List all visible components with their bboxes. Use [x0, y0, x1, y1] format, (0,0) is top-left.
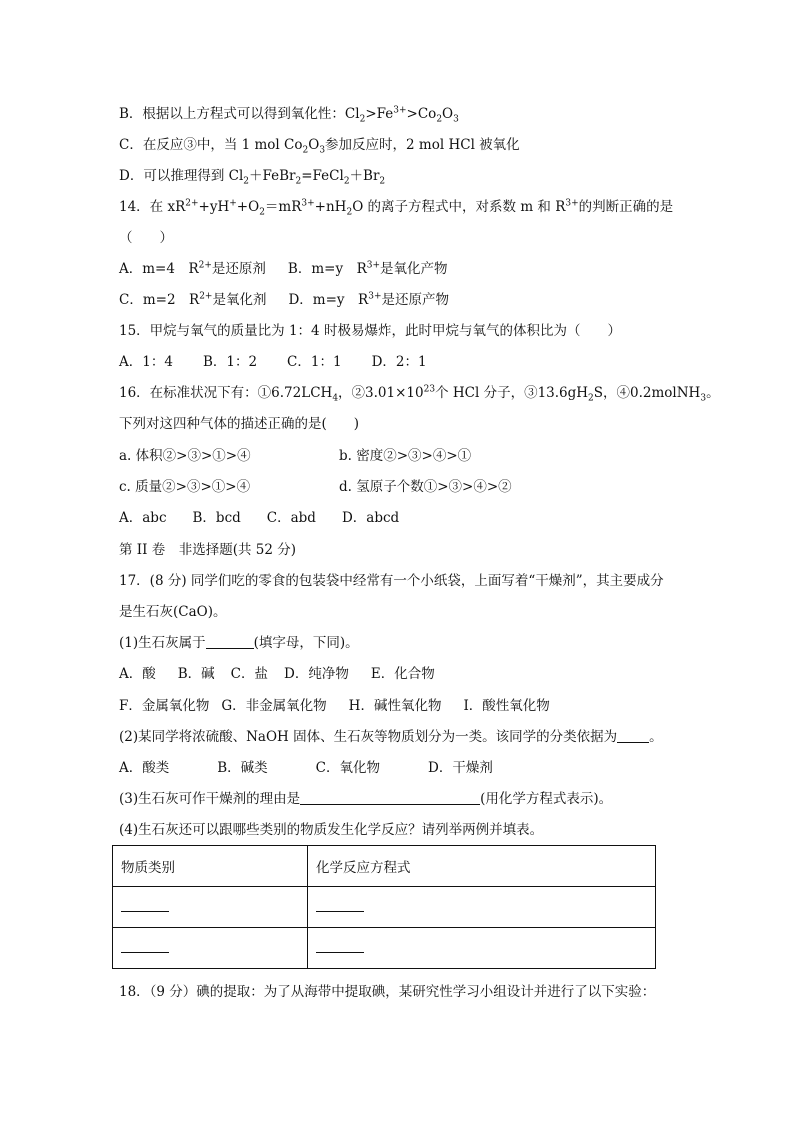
- q17-stem-line2: 是生石灰(CaO)。: [119, 604, 227, 620]
- q17-sub1-options-row2: F．金属氧化物 G．非金属氧化物 H．碱性氧化物 I．酸性氧化物: [119, 698, 550, 714]
- q16-stem-line2: 下列对这四种气体的描述正确的是( ): [119, 416, 360, 432]
- q17-answer-table: [112, 845, 656, 969]
- q17-sub3: (3)生石灰可作干燥剂的理由是 (用化学方程式表示)。: [119, 791, 613, 807]
- q14-options-ab: A．m=4 $R^{2+}$是还原剂 B．m=y $R^{3+}$是氧化产物: [119, 260, 448, 277]
- q15-options: A．1：4 B．1：2 C．1：1 D．2：1: [119, 354, 427, 370]
- answer-blank[interactable]: [617, 728, 649, 743]
- q17-sub2: (2)某同学将浓硫酸、NaOH 固体、生石灰等物质划分为一类。该同学的分类依据为 。: [119, 729, 663, 745]
- q17-stem: 17．(8 分) 同学们吃的零食的包装袋中经常有一个小纸袋，上面写着“干燥剂”，其主要成分: [119, 573, 664, 589]
- q13-option-c: C．在反应③中，当 1 mol $Co_2O_3$参加反应时，2 mol HCl 被氧化: [119, 137, 520, 156]
- table-header-row: [113, 846, 656, 887]
- answer-blank[interactable]: [206, 634, 254, 649]
- q16-statement-b: b. 密度②>③>④>①: [339, 448, 472, 464]
- q17-sub1-options-row1: A．酸 B．碱 C．盐 D．纯净物 E．化合物: [119, 666, 435, 682]
- q14-options-cd: C．m=2 $R^{2+}$是氧化剂 D．m=y $R^{3+}$是还原产物: [119, 291, 449, 308]
- q16-stem: 16．在标准状况下有：$①6.72LCH_4$，$②3.01\times 10^{23}$个 HCl 分子，$③13.6gH_2S$，④0.2molNH$_3$。: [119, 384, 720, 404]
- q16-statement-a: a. 体积②>③>①>④: [119, 448, 251, 464]
- q13-option-b: B．根据以上方程式可以得到氧化性：$Cl_2>Fe^{3+}>Co_2O_3$: [119, 105, 459, 125]
- q13-option-d: D．可以推理得到 $Cl_2+FeBr_2=FeCl_2+Br_2$: [119, 168, 386, 187]
- table-row: [113, 887, 656, 928]
- q17-sub4: (4)生石灰还可以跟哪些类别的物质发生化学反应？请列举两例并填表。: [119, 822, 544, 838]
- table-row: [113, 928, 656, 969]
- q14-paren: （ ）: [119, 230, 173, 246]
- section-heading: 第 II 卷 非选择题(共 52 分): [119, 542, 297, 558]
- q14-stem: 14．在 $xR^{2+}+yH^++O_2=mR^{3+}+nH_2O$ 的离子方程式中，对系数 m 和 $R^{3+}$的判断正确的是: [119, 198, 674, 218]
- table-header-equation: 化学反应方程式: [308, 846, 656, 887]
- answer-blank[interactable]: [121, 899, 169, 912]
- answer-blank[interactable]: [300, 790, 480, 805]
- q18-stem: 18．（9 分）碘的提取：为了从海带中提取碘，某研究性学习小组设计并进行了以下实验：: [119, 984, 656, 1000]
- q15-stem: 15．甲烷与氧气的质量比为 1：4 时极易爆炸，此时甲烷与氧气的体积比为（ ）: [119, 323, 621, 339]
- answer-blank[interactable]: [316, 899, 364, 912]
- q17-sub1: (1)生石灰属于 (填字母，下同)。: [119, 635, 359, 651]
- q16-statement-d: d. 氢原子个数①>③>④>②: [339, 479, 512, 495]
- q17-sub2-options: A．酸类 B．碱类 C．氧化物 D．干燥剂: [119, 760, 493, 776]
- q16-statement-c: c. 质量②>③>①>④: [119, 479, 251, 495]
- answer-blank[interactable]: [316, 940, 364, 953]
- q16-options: A．abc B．bcd C．abd D．abcd: [119, 510, 400, 526]
- table-header-category: 物质类别: [113, 846, 308, 887]
- answer-blank[interactable]: [121, 940, 169, 953]
